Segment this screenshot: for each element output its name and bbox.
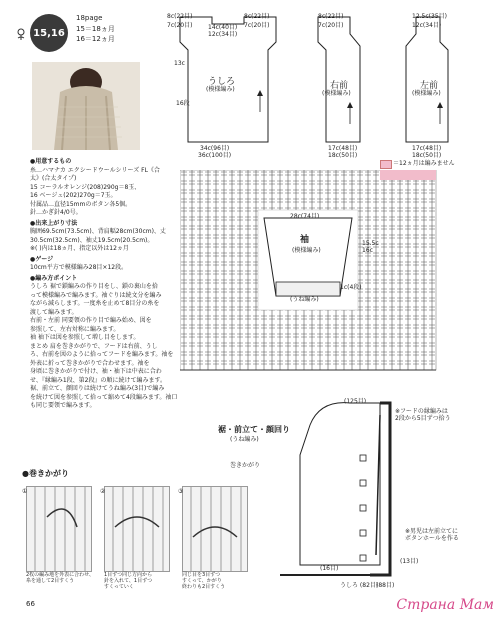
- finished-line: 30.5cm(32.5cm)、袖丈19.5cm(20.5cm)。: [30, 236, 154, 244]
- instructions: [30, 158, 178, 411]
- back-bottom-dim2: 36c(100目): [198, 152, 232, 159]
- back-top-right-dim2: 7c(20目): [244, 22, 270, 29]
- points-line: せ、『縁編み1段、第2段』の順に続けて編みます。: [30, 376, 166, 384]
- back-neck-dim: 14c(40目): [208, 24, 238, 31]
- back-top-left-dim2: 7c(20目): [167, 22, 193, 29]
- legend-swatch: [380, 160, 392, 169]
- hood-note: ※男児は左前立てに: [405, 528, 459, 535]
- left-front-title: 左前: [420, 81, 439, 91]
- materials-line: 16 ベージュ(202)270g＝7玉。: [30, 192, 117, 199]
- step-1-caption: 糸を通して2目すくう: [26, 578, 75, 584]
- step-1-caption: 2枚の編み地を外表に合わせ、: [26, 572, 95, 578]
- pattern-number-badge: 15,16: [30, 14, 68, 52]
- step-2-caption: 1目ずつ同じ方向から: [104, 572, 153, 578]
- materials-line: 糸…ハマナカ エクシードウールシリーズ FL《合: [30, 166, 160, 174]
- howto-bullet-icon: ●: [22, 469, 29, 478]
- howto-step-1: [26, 486, 92, 572]
- left-front-bottom-dim: 17c(48目): [412, 145, 442, 152]
- materials-line: 針…かぎ針4/0号。: [30, 209, 82, 216]
- points-line: 袖 袖下は図を参照して増し目をします。: [30, 334, 140, 341]
- points-line: も同じ要領で編みます。: [30, 402, 96, 409]
- points-line: まとめ 肩を巻きかがりで、フードは右前、うし: [30, 342, 158, 350]
- hood-top-count: (125目): [344, 398, 367, 405]
- points-line: 身頃に巻きかがりで付け、袖・袖下は中表に合わ: [30, 368, 162, 375]
- step-3-caption: すくって、かがり: [182, 578, 222, 584]
- back-top-right-dim: 8c(22目): [244, 13, 270, 20]
- points-title: ●編み方ポイント: [30, 274, 78, 282]
- points-line: って模様編みで編みます。袖ぐりは続文分を編み: [30, 291, 162, 299]
- points-line: 右前・左前 同要領の作り目で編み始め、図を: [30, 317, 152, 324]
- finished-line: ※( )内は18ヵ月、指定以外は12ヵ月: [30, 245, 129, 252]
- right-front-subtitle: (模様編み): [322, 90, 351, 97]
- howto-title: ●巻きかがり: [22, 469, 69, 478]
- back-bottom-dim: 34c(96目): [200, 145, 230, 152]
- size-15: 15＝18ヵ月: [76, 25, 115, 33]
- gauge-title: ●ゲージ: [30, 255, 54, 263]
- materials-line: 太》(合太タイプ): [30, 175, 77, 182]
- gauge-line: 10cm平方で模様編み28目×12段。: [30, 264, 128, 271]
- finished-title: ●出来上がり寸法: [30, 219, 78, 227]
- sleeve-subtitle: (模様編み): [292, 247, 321, 254]
- hood-bottom-count: うしろ (82目): [340, 582, 379, 589]
- points-line: うしろ 裾で鎖編みの作り目をし、鎖の裏山を拾: [30, 283, 158, 290]
- right-front-bottom-dim: 17c(48目): [328, 145, 358, 152]
- step-1-number: ①: [22, 488, 28, 495]
- legend-note: ＝12ヵ月は編みません: [393, 160, 455, 167]
- garment-photo: [32, 62, 140, 150]
- sleeve-side-dim2: 16c: [362, 247, 373, 254]
- sleeve-top-dim: 28c(74目): [290, 213, 320, 220]
- points-line: を続けて図を参照して拾って縮めて4段編みます。袖口: [30, 393, 178, 401]
- sleeve-cuff-label: (うね編み): [290, 296, 319, 303]
- hood-bottom-count2: (88目): [376, 582, 395, 589]
- back-neck-dim2: 12c(34目): [208, 31, 238, 38]
- back-subtitle: (模様編み): [206, 86, 235, 93]
- hood-note: ボタンホールを作る: [405, 535, 459, 542]
- materials-line: 付属品…直径15mmのボタン各5個。: [30, 200, 132, 208]
- size-16: 16＝12ヵ月: [76, 35, 115, 43]
- site-watermark-logo: Страна Мам: [396, 597, 494, 613]
- points-line: ながら減らします。一度糸を止めて8目分の糸を: [30, 300, 160, 307]
- flower-icon: [14, 26, 28, 40]
- materials-title: ●用意するもの: [30, 158, 72, 165]
- hood-subtitle: (うね編み): [230, 436, 259, 443]
- points-line: 裾、前立て、顔回りは続けてうね編み(3目)で編み: [30, 385, 165, 392]
- left-front-top-dim2: 12c(34目): [412, 22, 442, 29]
- step-2-caption: すくっていく: [104, 584, 134, 590]
- stitch-chart: [180, 170, 440, 390]
- points-line: 渡して編みます。: [30, 308, 78, 316]
- materials-line: 15 コーラルオレンジ(208)290g＝8玉、: [30, 183, 141, 191]
- step-2-caption: 針を入れて、1目ずつ: [104, 578, 153, 584]
- howto-step-2: [104, 486, 170, 572]
- step-3-caption: 同じ目を3目ずつ: [182, 572, 221, 578]
- sleeve-side-dim: 15.5c: [362, 240, 379, 247]
- hood-right-count: (13目): [400, 558, 419, 565]
- points-line: ろ、右前を図のように拾ってフードを編みます。袖を: [30, 351, 174, 358]
- left-front-top-dim: 12.5c(35目): [412, 13, 447, 20]
- sleeve-title: 袖: [300, 235, 310, 245]
- points-line: 参照して、左右対称に編みます。: [30, 325, 120, 333]
- hood-side-label: 巻きかがり: [230, 462, 261, 469]
- left-front-subtitle: (模様編み): [412, 90, 441, 97]
- back-title: うしろ: [208, 77, 236, 87]
- hood-edging-diagram: [280, 395, 460, 585]
- step-3-number: ③: [178, 488, 184, 495]
- step-2-number: ②: [100, 488, 106, 495]
- finished-line: 胸囲69.5cm(73.5cm)、背肩幅28cm(30cm)、丈: [30, 228, 166, 235]
- back-top-left-dim: 8c(22目): [167, 13, 193, 20]
- right-front-top-dim: 8c(22目): [318, 13, 344, 20]
- points-line: 外表に折って巻きかがりで合わせます。袖を: [30, 359, 150, 367]
- howto-step-3: [182, 486, 248, 572]
- back-side-dim: 16段: [176, 100, 190, 107]
- hood-count: (16目): [320, 565, 339, 572]
- step-3-caption: 終わりも2目すくう: [182, 584, 226, 590]
- hood-note: ※フードの縁編みは: [395, 408, 448, 415]
- sleeve-cuff-dim: 1c(4段): [340, 284, 362, 291]
- hood-title: 裾・前立て・顔回り: [218, 425, 290, 434]
- page-ref: 18page: [76, 14, 103, 22]
- left-front-bottom-dim2: 18c(50目): [412, 152, 442, 159]
- right-front-top-dim2: 7c(20目): [318, 22, 344, 29]
- right-front-bottom-dim2: 18c(50目): [328, 152, 358, 159]
- page-number: 66: [26, 600, 35, 608]
- right-front-title: 右前: [330, 81, 349, 91]
- back-side-dim2: 13c: [174, 60, 185, 67]
- hood-note: 2段から5目ずつ拾う: [395, 415, 451, 422]
